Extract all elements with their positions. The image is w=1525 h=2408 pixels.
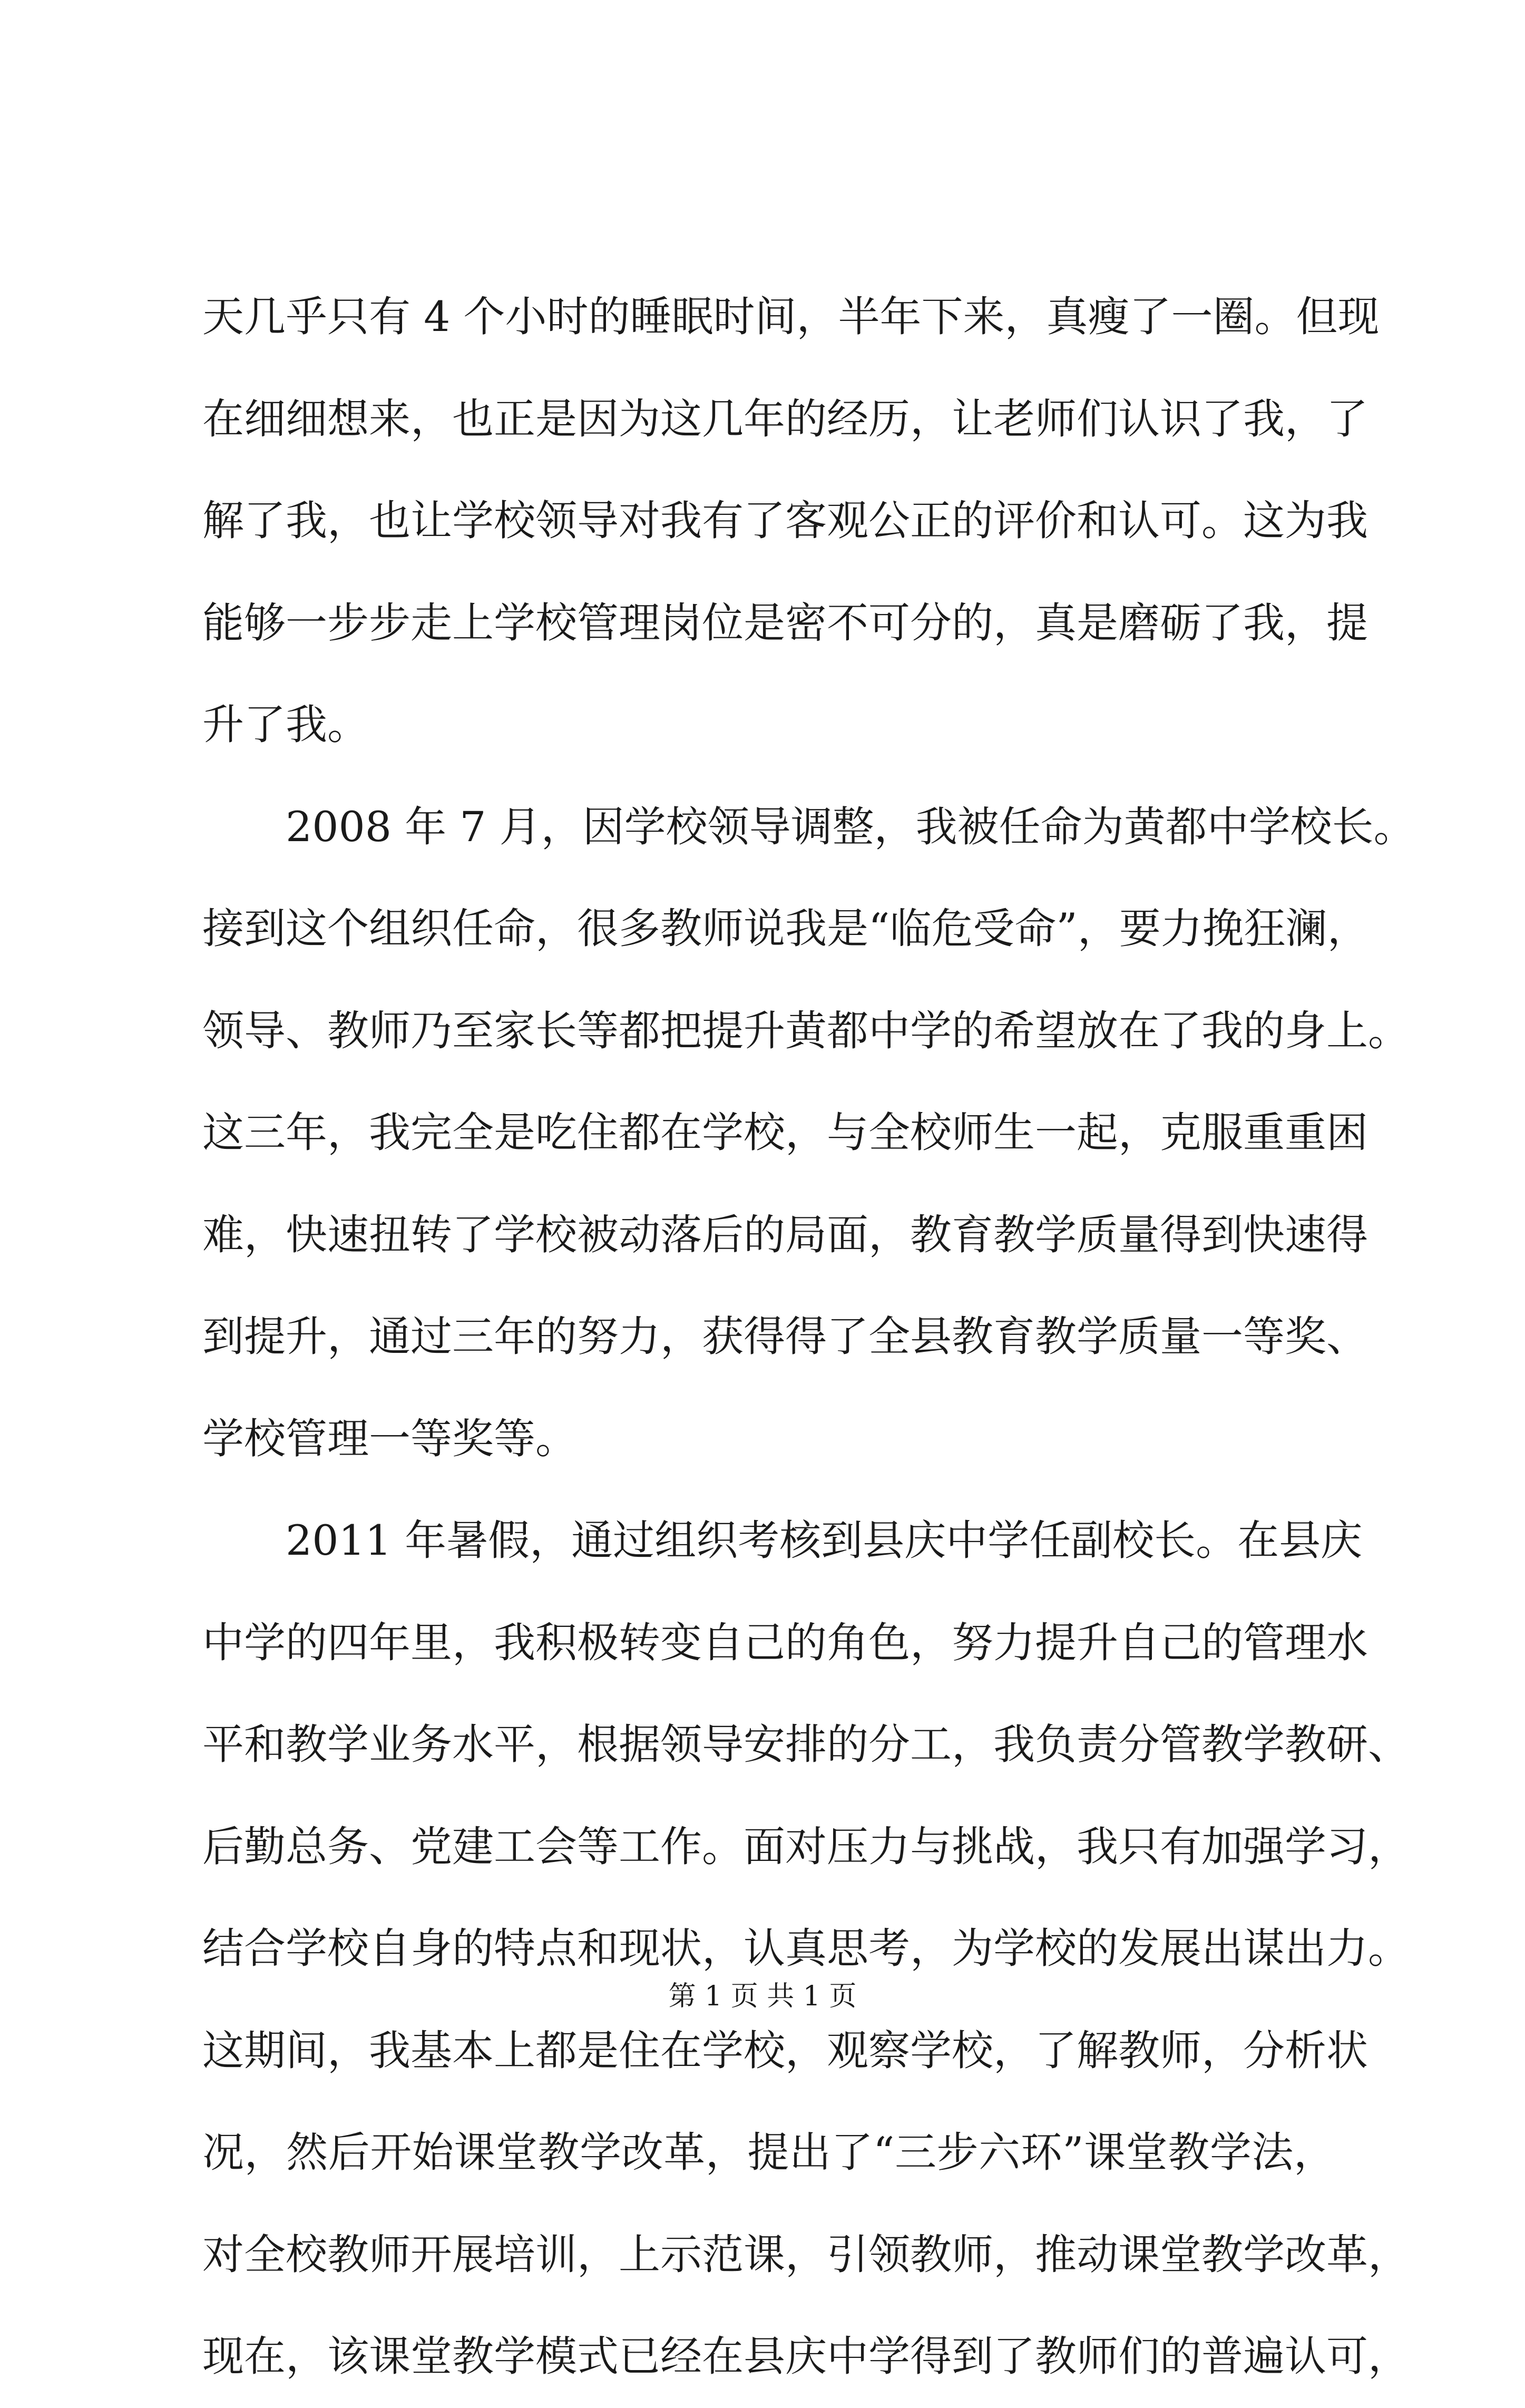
text-line: 这三年，我完全是吃住都在学校，与全校师生一起，克服重重困 bbox=[202, 1108, 1368, 1157]
text-line: 升了我。 bbox=[202, 700, 369, 749]
text-line: 况，然后开始课堂教学改革，提出了“三步六环”课堂教学法， bbox=[202, 2128, 1335, 2177]
text-line: 2008 年 7 月，因学校领导调整，我被任命为黄都中学校长。 bbox=[286, 802, 1415, 851]
text-line: 平和教学业务水平，根据领导安排的分工，我负责分管教学教研、 bbox=[202, 1720, 1410, 1769]
text-line: 学校管理一等奖等。 bbox=[202, 1414, 577, 1463]
text-line: 领导、教师乃至家长等都把提升黄都中学的希望放在了我的身上。 bbox=[202, 1006, 1410, 1055]
text-line: 难，快速扭转了学校被动落后的局面，教育教学质量得到快速得 bbox=[202, 1210, 1368, 1259]
text-line: 后勤总务、党建工会等工作。面对压力与挑战，我只有加强学习， bbox=[202, 1822, 1410, 1871]
text-line: 解了我，也让学校领导对我有了客观公正的评价和认可。这为我 bbox=[202, 496, 1368, 545]
text-line: 现在，该课堂教学模式已经在县庆中学得到了教师们的普遍认可， bbox=[202, 2332, 1410, 2381]
page-number-footer: 第 1 页 共 1 页 bbox=[668, 1981, 857, 2012]
text-line: 到提升，通过三年的努力，获得得了全县教育教学质量一等奖、 bbox=[202, 1312, 1368, 1361]
text-line: 对全校教师开展培训，上示范课，引领教师，推动课堂教学改革， bbox=[202, 2230, 1410, 2279]
text-line: 天几乎只有 4 个小时的睡眠时间，半年下来，真瘦了一圈。但现 bbox=[202, 293, 1380, 341]
text-line: 2011 年暑假，通过组织考核到县庆中学任副校长。在县庆 bbox=[286, 1516, 1363, 1565]
text-line: 能够一步步走上学校管理岗位是密不可分的，真是磨砺了我，提 bbox=[202, 598, 1368, 647]
body-text bbox=[202, 266, 1415, 2408]
text-line: 结合学校自身的特点和现状，认真思考，为学校的发展出谋出力。 bbox=[202, 1924, 1410, 1973]
text-line: 接到这个组织任命，很多教师说我是“临危受命”，要力挽狂澜， bbox=[202, 904, 1369, 953]
text-line: 这期间，我基本上都是住在学校，观察学校，了解教师，分析状 bbox=[202, 2026, 1368, 2075]
text-line: 中学的四年里，我积极转变自己的角色，努力提升自己的管理水 bbox=[202, 1618, 1368, 1667]
text-line: 在细细想来，也正是因为这几年的经历，让老师们认识了我，了 bbox=[202, 394, 1368, 443]
